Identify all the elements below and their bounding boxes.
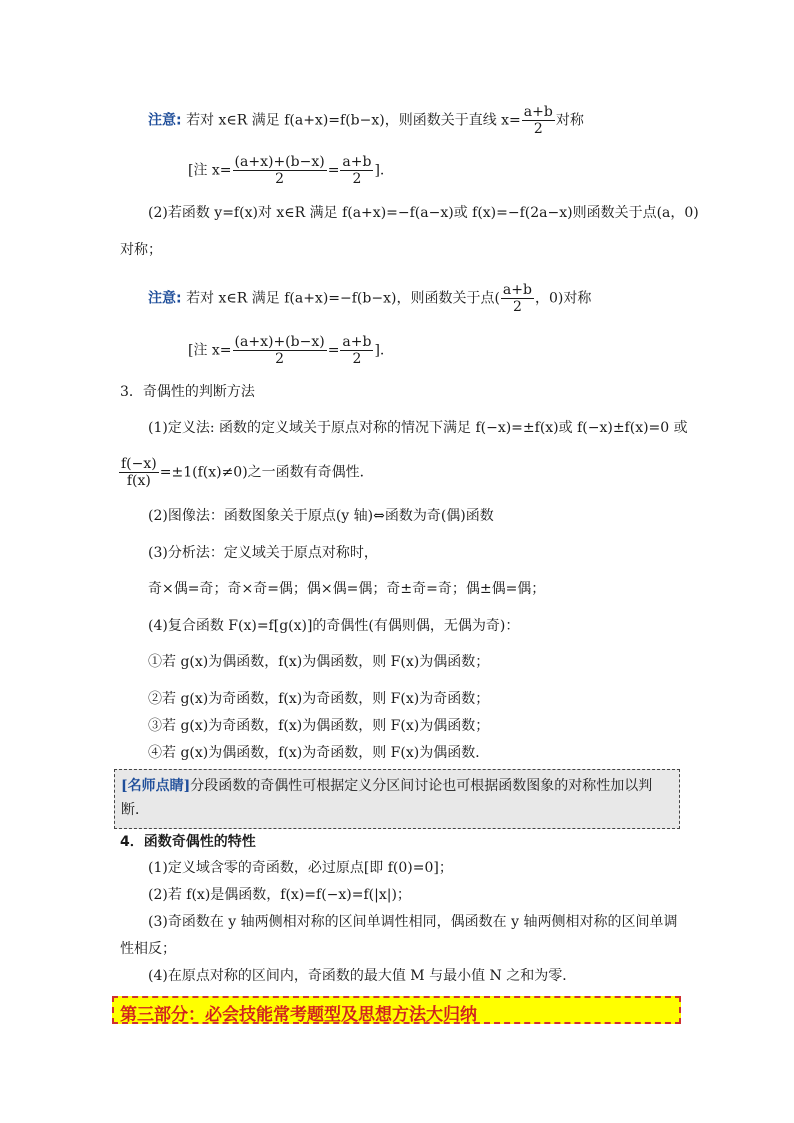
analysis-method: (3)分析法：定义域关于原点对称时， [148,545,378,561]
item-2-line-2: 对称； [120,242,162,258]
note-2-equation: [注 x= $\frac{(a+x)+(b-x)}{2}$ = $\frac{a+b}{2}$ ]. [188,334,385,367]
note-2-eq-fraction-2: $\frac{a+b}{2}$ [342,334,372,367]
note-1-line [148,104,584,137]
teacher-tip-box [114,769,680,829]
section-3-heading: 3．奇偶性的判断方法 [120,384,255,400]
note-2-label: 注意: [148,290,182,307]
note-1-eq-fraction-2: $\frac{a+b}{2}$ [342,154,372,187]
teacher-tip-text: 分段函数的奇偶性可根据定义分区间讨论也可根据函数图象的对称性加以判断． [121,778,653,818]
definition-fraction: $\frac{f(-x)}{f(x)}$ [121,456,157,489]
note-2-line [148,282,591,315]
item-2-line-1: (2)若函数 y=f(x)对 x∈R 满足 f(a+x)=−f(a−x)或 f(x)=−f(2a−x)则函数关于点(a，0) [148,205,699,221]
note-1-fraction: $\frac{a+b}{2}$ [523,104,553,137]
teacher-tip-tag: [名师点睛] [121,778,191,794]
property-4: (4)在原点对称的区间内，奇函数的最大值 M 与最小值 N 之和为零． [148,968,577,984]
composite-case-1: ①若 g(x)为偶函数，f(x)为偶函数，则 F(x)为偶函数； [148,654,490,670]
property-3-line-2: 性相反； [120,941,176,957]
property-2: (2)若 f(x)是偶函数，f(x)=f(−x)=f(|x|)； [148,887,411,903]
property-1: (1)定义域含零的奇函数，必过原点[即 f(0)=0]； [148,860,453,876]
part-three-banner [112,996,681,1024]
note-2-fraction: $\frac{a+b}{2}$ [502,282,532,315]
note-2-text-end: ，0)对称 [534,290,592,307]
note-2-text: 若对 x∈R 满足 f(a+x)=−f(b−x)，则函数关于点( [186,290,500,307]
section-4-heading: 4．函数奇偶性的特性 [120,834,256,850]
parity-rules: 奇×偶=奇；奇×奇=偶；偶×偶=偶；奇±奇=奇；偶±偶=偶； [148,581,546,597]
note-1-label: 注意: [148,112,182,129]
note-2-eq-fraction-1: $\frac{(a+x)+(b-x)}{2}$ [234,334,325,367]
composite-case-4: ④若 g(x)为偶函数，f(x)为奇函数，则 F(x)为偶函数． [148,745,490,761]
property-3-line-1: (3)奇函数在 y 轴两侧相对称的区间单调性相同，偶函数在 y 轴两侧相对称的区间单调 [148,914,678,930]
part-three-banner-text: 第三部分：必会技能常考题型及思想方法大归纳 [120,1005,477,1025]
note-1-text: 若对 x∈R 满足 f(a+x)=f(b−x)，则函数关于直线 x= [186,112,521,129]
note-1-text-end: 对称 [555,112,584,129]
note-1-eq-fraction-1: $\frac{(a+x)+(b-x)}{2}$ [234,154,325,187]
composite-function: (4)复合函数 F(x)=f[g(x)]的奇偶性(有偶则偶，无偶为奇)： [148,618,520,634]
definition-method-line-2: $\frac{f(-x)}{f(x)}$ =±1(f(x)≠0)之一函数有奇偶性． [121,456,374,489]
graph-method: (2)图像法：函数图象关于原点(y 轴)⇔函数为奇(偶)函数 [148,508,494,524]
composite-case-3: ③若 g(x)为奇函数，f(x)为偶函数，则 F(x)为偶函数； [148,718,490,734]
definition-method-line-1: (1)定义法: 函数的定义域关于原点对称的情况下满足 f(−x)=±f(x)或 f(−x)±f(x)=0 或 [148,420,688,436]
composite-case-2: ②若 g(x)为奇函数，f(x)为奇函数，则 F(x)为奇函数； [148,691,490,707]
note-1-equation: [注 x= $\frac{(a+x)+(b-x)}{2}$ = $\frac{a+b}{2}$ ]. [188,154,385,187]
